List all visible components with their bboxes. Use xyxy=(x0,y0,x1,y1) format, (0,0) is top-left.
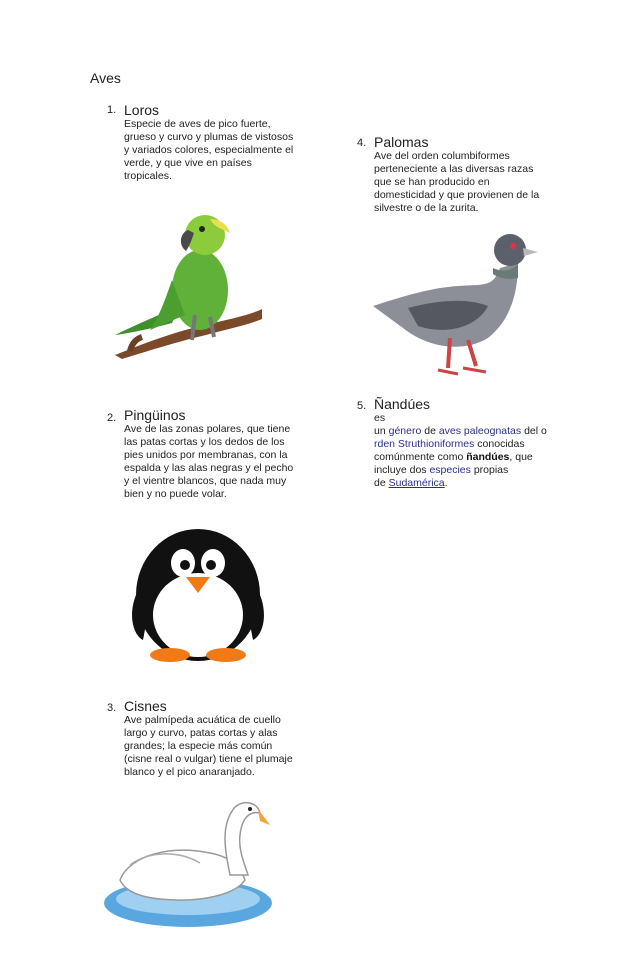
item-heading: Palomas xyxy=(374,134,429,150)
link-struthioniformes[interactable]: rden Struthioniformes xyxy=(374,438,475,450)
list-number: 2. xyxy=(107,412,117,424)
item-heading: Cisnes xyxy=(124,698,167,714)
pigeon-image xyxy=(368,228,543,388)
item-heading: Ñandúes xyxy=(374,396,431,412)
list-number: 1. xyxy=(107,104,117,116)
list-number: 4. xyxy=(357,137,367,149)
item-description: es un género de aves paleognatas del o rden Struthioniformes conocidas comúnmente como ñandúes, que incluye dos especies propias de Sudamérica. xyxy=(374,412,547,489)
item-description: Ave de las zonas polares, que tiene las patas cortas y los dedos de los pies unidos por membranas, con la espalda y las alas negras y el pecho y el vientre blancos, que nada muy bien y no puede volar. xyxy=(124,423,294,500)
item-heading: Loros xyxy=(124,102,160,118)
link-especies[interactable]: especies xyxy=(429,464,471,476)
link-genero[interactable]: género xyxy=(388,425,422,437)
item-description: Ave del orden columbiformes perteneciente a las diversas razas que se han producido en domesticidad y que provienen de la silvestre o de la zurita. xyxy=(374,150,540,214)
document-title: Aves xyxy=(90,70,121,86)
list-number: 3. xyxy=(107,702,117,714)
item-description: Especie de aves de pico fuerte, grueso y curvo y plumas de vistosos y variados colores, especialmente el verde, y que vive en países tropicales. xyxy=(124,118,294,182)
swan-image xyxy=(100,795,275,935)
link-aves-paleognatas[interactable]: aves paleognatas xyxy=(438,425,522,437)
link-sudamerica[interactable]: Sudamérica xyxy=(388,477,445,489)
parrot-image xyxy=(110,205,265,360)
penguin-image xyxy=(128,515,268,665)
item-description: Ave palmípeda acuática de cuello largo y curvo, patas cortas y alas grandes; la especie más común (cisne real o vulgar) tiene el plumaje blanco y el pico anaranjado. xyxy=(124,714,293,778)
item-heading: Pingüinos xyxy=(124,407,186,423)
list-number: 5. xyxy=(357,400,367,412)
